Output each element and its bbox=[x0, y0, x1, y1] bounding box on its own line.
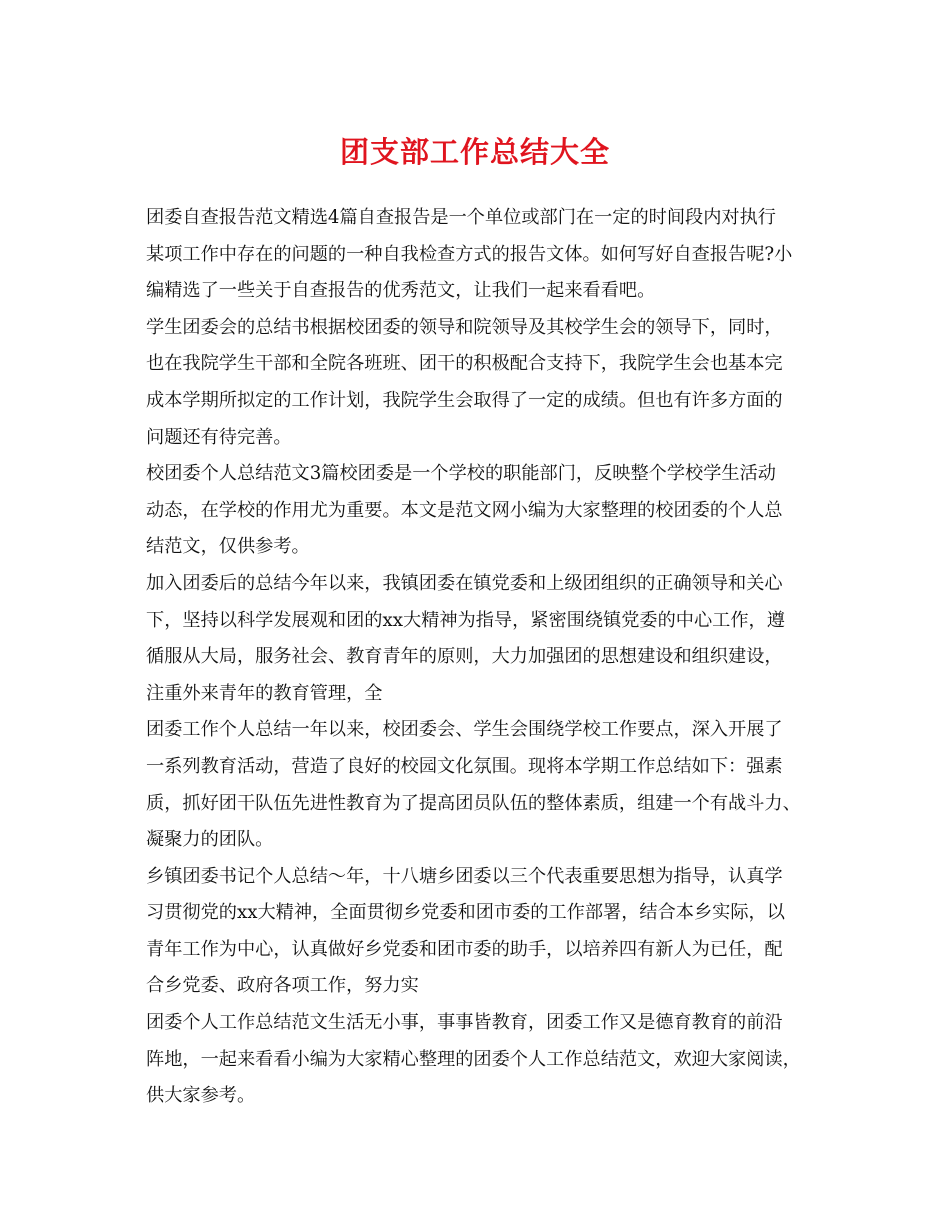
text-line: 编精选了一些关于自查报告的优秀范文，让我们一起来看看吧。 bbox=[146, 280, 656, 302]
text-line: 循服从大局，服务社会、教育青年的原则，大力加强团的思想建设和组织建设， bbox=[146, 646, 783, 668]
text-line: 学生团委会的总结书根据校团委的领导和院领导及其校学生会的领导下，同时， bbox=[146, 316, 783, 338]
paragraph-3 bbox=[146, 456, 811, 566]
text-line: 结范文，仅供参考。 bbox=[146, 536, 310, 558]
document-title: 团支部工作总结大全 bbox=[339, 135, 610, 169]
text-line: 团委个人工作总结范文生活无小事，事事皆教育，团委工作又是德育教育的前沿 bbox=[146, 1012, 783, 1034]
text-line: 团委工作个人总结一年以来，校团委会、学生会围绕学校工作要点，深入开展了 bbox=[146, 719, 783, 741]
paragraph-2 bbox=[146, 310, 811, 456]
text-line: 注重外来青年的教育管理，全 bbox=[146, 682, 383, 704]
text-line: 一系列教育活动，营造了良好的校园文化氛围。现将本学期工作总结如下：强素 bbox=[146, 755, 783, 777]
text-line: 青年工作为中心，认真做好乡党委和团市委的助手，以培养四有新人为已任，配 bbox=[146, 938, 783, 960]
text-line: 成本学期所拟定的工作计划，我院学生会取得了一定的成绩。但也有许多方面的 bbox=[146, 389, 783, 411]
text-line: 下，坚持以科学发展观和团的xx大精神为指导，紧密围绕镇党委的中心工作，遵 bbox=[146, 609, 785, 631]
paragraph-6 bbox=[146, 859, 811, 1005]
text-line: 质，抓好团干队伍先进性教育为了提高团员队伍的整体素质，组建一个有战斗力、 bbox=[146, 792, 801, 814]
text-line: 动态，在学校的作用尤为重要。本文是范文网小编为大家整理的校团委的个人总 bbox=[146, 499, 783, 521]
text-line: 供大家参考。 bbox=[146, 1085, 256, 1107]
text-line: 乡镇团委书记个人总结～年，十八塘乡团委以三个代表重要思想为指导，认真学 bbox=[146, 865, 783, 887]
text-line: 团委自查报告范文精选4篇自查报告是一个单位或部门在一定的时间段内对执行 bbox=[146, 207, 776, 228]
document-body bbox=[146, 200, 811, 1115]
text-line: 校团委个人总结范文3篇校团委是一个学校的职能部门，反映整个学校学生活动 bbox=[146, 463, 776, 485]
paragraph-4 bbox=[146, 566, 811, 712]
text-line: 凝聚力的团队。 bbox=[146, 829, 274, 851]
text-line: 习贯彻党的xx大精神，全面贯彻乡党委和团市委的工作部署，结合本乡实际，以 bbox=[146, 902, 785, 924]
text-line: 问题还有待完善。 bbox=[146, 426, 292, 448]
text-line: 某项工作中存在的问题的一种自我检查方式的报告文体。如何写好自查报告呢?小 bbox=[146, 243, 793, 265]
text-line: 加入团委后的总结今年以来，我镇团委在镇党委和上级团组织的正确领导和关心 bbox=[146, 572, 783, 594]
text-line: 也在我院学生干部和全院各班班、团干的积极配合支持下，我院学生会也基本完 bbox=[146, 353, 783, 375]
paragraph-5 bbox=[146, 712, 811, 858]
paragraph-1 bbox=[146, 200, 811, 310]
text-line: 阵地，一起来看看小编为大家精心整理的团委个人工作总结范文，欢迎大家阅读， bbox=[146, 1048, 801, 1070]
text-line: 合乡党委、政府各项工作，努力实 bbox=[146, 975, 419, 997]
paragraph-7 bbox=[146, 1005, 811, 1115]
